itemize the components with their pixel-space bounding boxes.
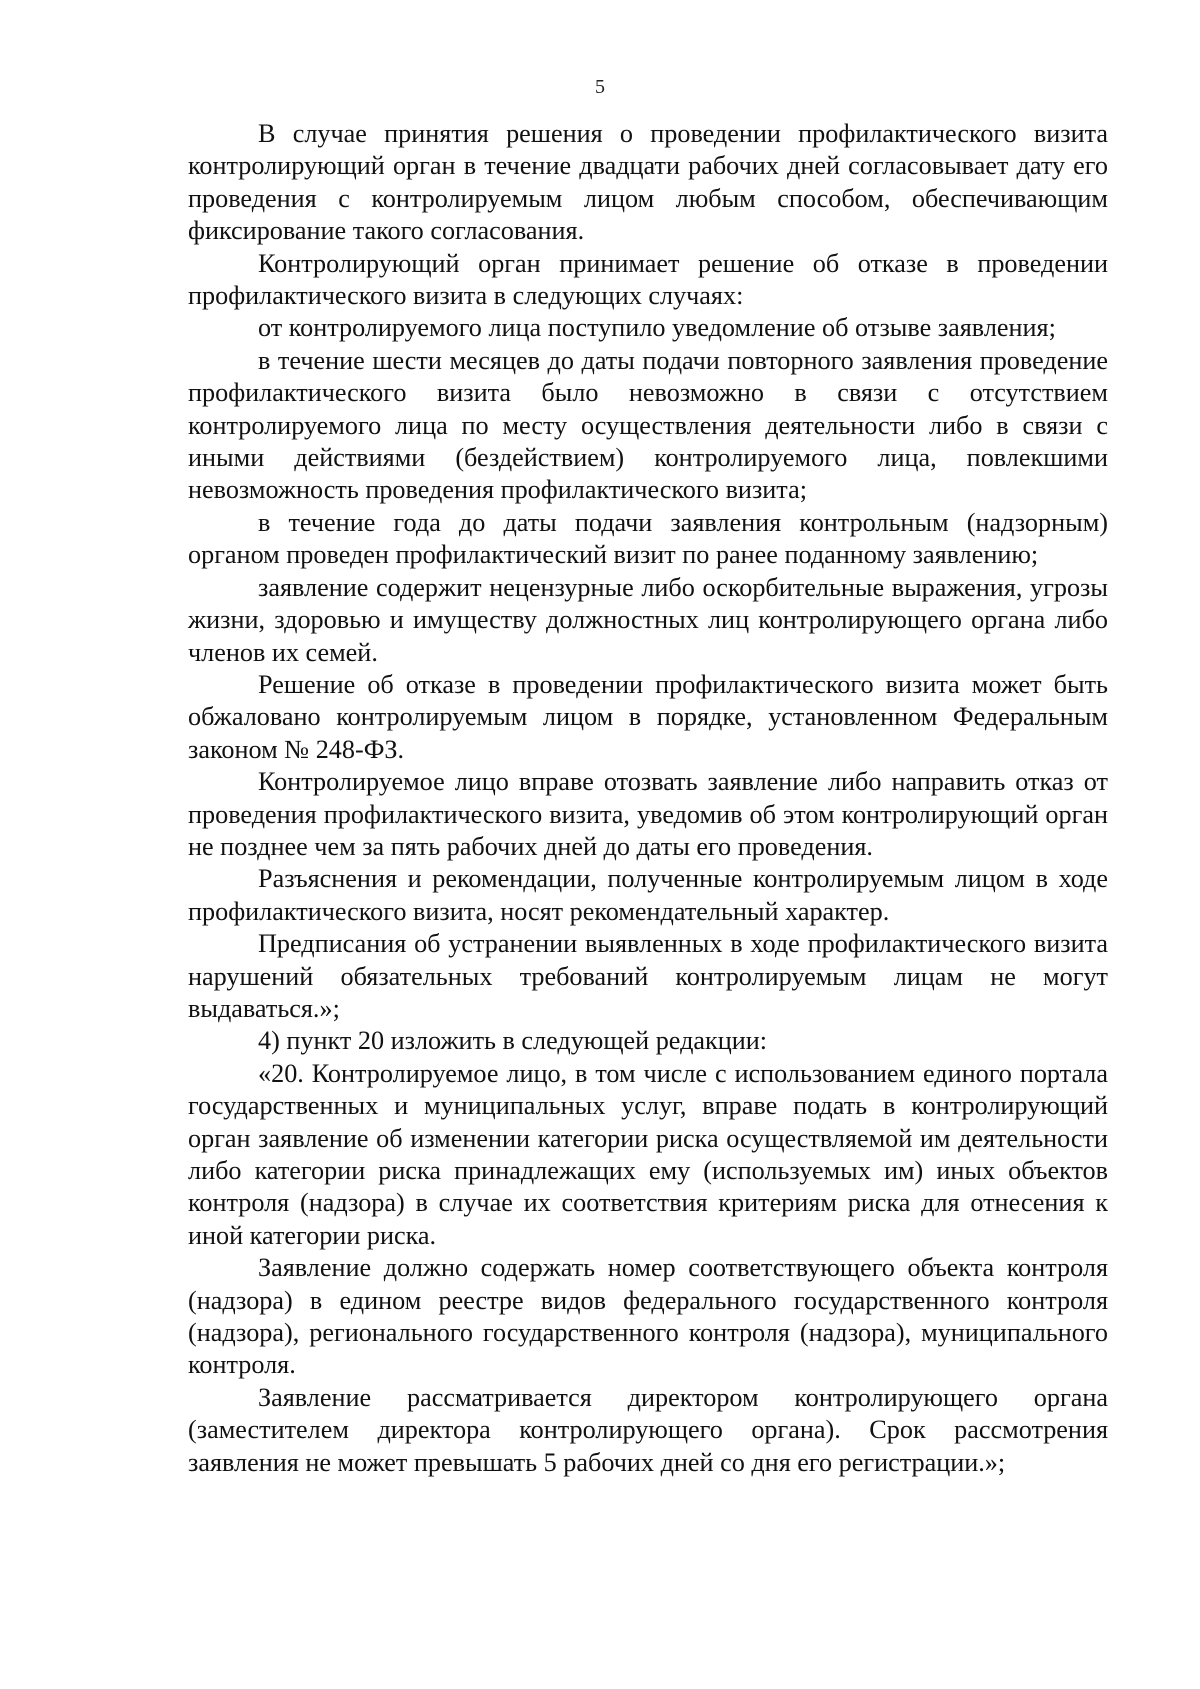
paragraph-refusal-six-months: в течение шести месяцев до даты подачи повторного заявления проведение профилактического визита было невозможно в связи с отсутствием контролируемого лица по месту осуществления деятельности либо в связи с иными действиями (бездействием) контролируемого лица, повлекшими невозможность проведения профилактического визита;	[188, 345, 1108, 505]
paragraph-withdrawal-right: Контролируемое лицо вправе отозвать заявление либо направить отказ от проведения профилактического визита, уведомив об этом контролирующий орган не позднее чем за пять рабочих дней до даты его проведения.	[188, 767, 1108, 861]
paragraph-visit-date-agreement: В случае принятия решения о проведении профилактического визита контролирующий орган в течение двадцати рабочих дней согласовывает дату его проведения с контролируемым лицом любым способом, обеспечивающим фиксирование такого согласования.	[188, 119, 1108, 246]
paragraph-item-4: 4) пункт 20 изложить в следующей редакции:	[258, 1026, 768, 1056]
paragraph-application-review: Заявление рассматривается директором контролирующего органа (заместителем директора контролирующего органа). Срок рассмотрения заявления не может превышать 5 рабочих дней со дня его регистрации.»;	[188, 1382, 1108, 1477]
paragraph-refusal-within-year: в течение года до даты подачи заявления контрольным (надзорным) органом проведен профилактический визит по ранее поданному заявлению;	[188, 507, 1108, 570]
paragraph-clause-20: «20. Контролируемое лицо, в том числе с использованием единого портала государственных и муниципальных услуг, вправе подать в контролирующий орган заявление об изменении категории риска осуществляемой им деятельности либо категории риска принадлежащих ему (используемых им) иных объектов контроля (надзора) в случае их соответствия критериям риска для отнесения к иной категории риска.	[188, 1058, 1108, 1250]
paragraph-orders-not-issued: Предписания об устранении выявленных в ходе профилактического визита нарушений обязательных требований контролируемым лицам не могут выдаваться.»;	[188, 929, 1108, 1023]
paragraph-recommendations: Разъяснения и рекомендации, полученные контролируемым лицом в ходе профилактического визита, носят рекомендательный характер.	[188, 864, 1108, 926]
document-body	[188, 118, 1108, 1479]
paragraph-refusal-withdrawal: от контролируемого лица поступило уведомление об отзыве заявления;	[258, 313, 1056, 343]
paragraph-refusal-appeal: Решение об отказе в проведении профилактического визита может быть обжаловано контролируемым лицом в порядке, установленном Федеральным законом № 248-ФЗ.	[188, 669, 1108, 764]
paragraph-refusal-offensive: заявление содержит нецензурные либо оскорбительные выражения, угрозы жизни, здоровью и имуществу должностных лиц контролирующего органа либо членов их семей.	[188, 572, 1108, 667]
paragraph-refusal-grounds-intro: Контролирующий орган принимает решение об отказе в проведении профилактического визита в следующих случаях:	[188, 248, 1108, 311]
page-number: 5	[595, 76, 605, 98]
paragraph-application-content: Заявление должно содержать номер соответствующего объекта контроля (надзора) в едином реестре видов федерального государственного контроля (надзора), регионального государственного контроля (надзора), муниципального контроля.	[188, 1253, 1108, 1380]
